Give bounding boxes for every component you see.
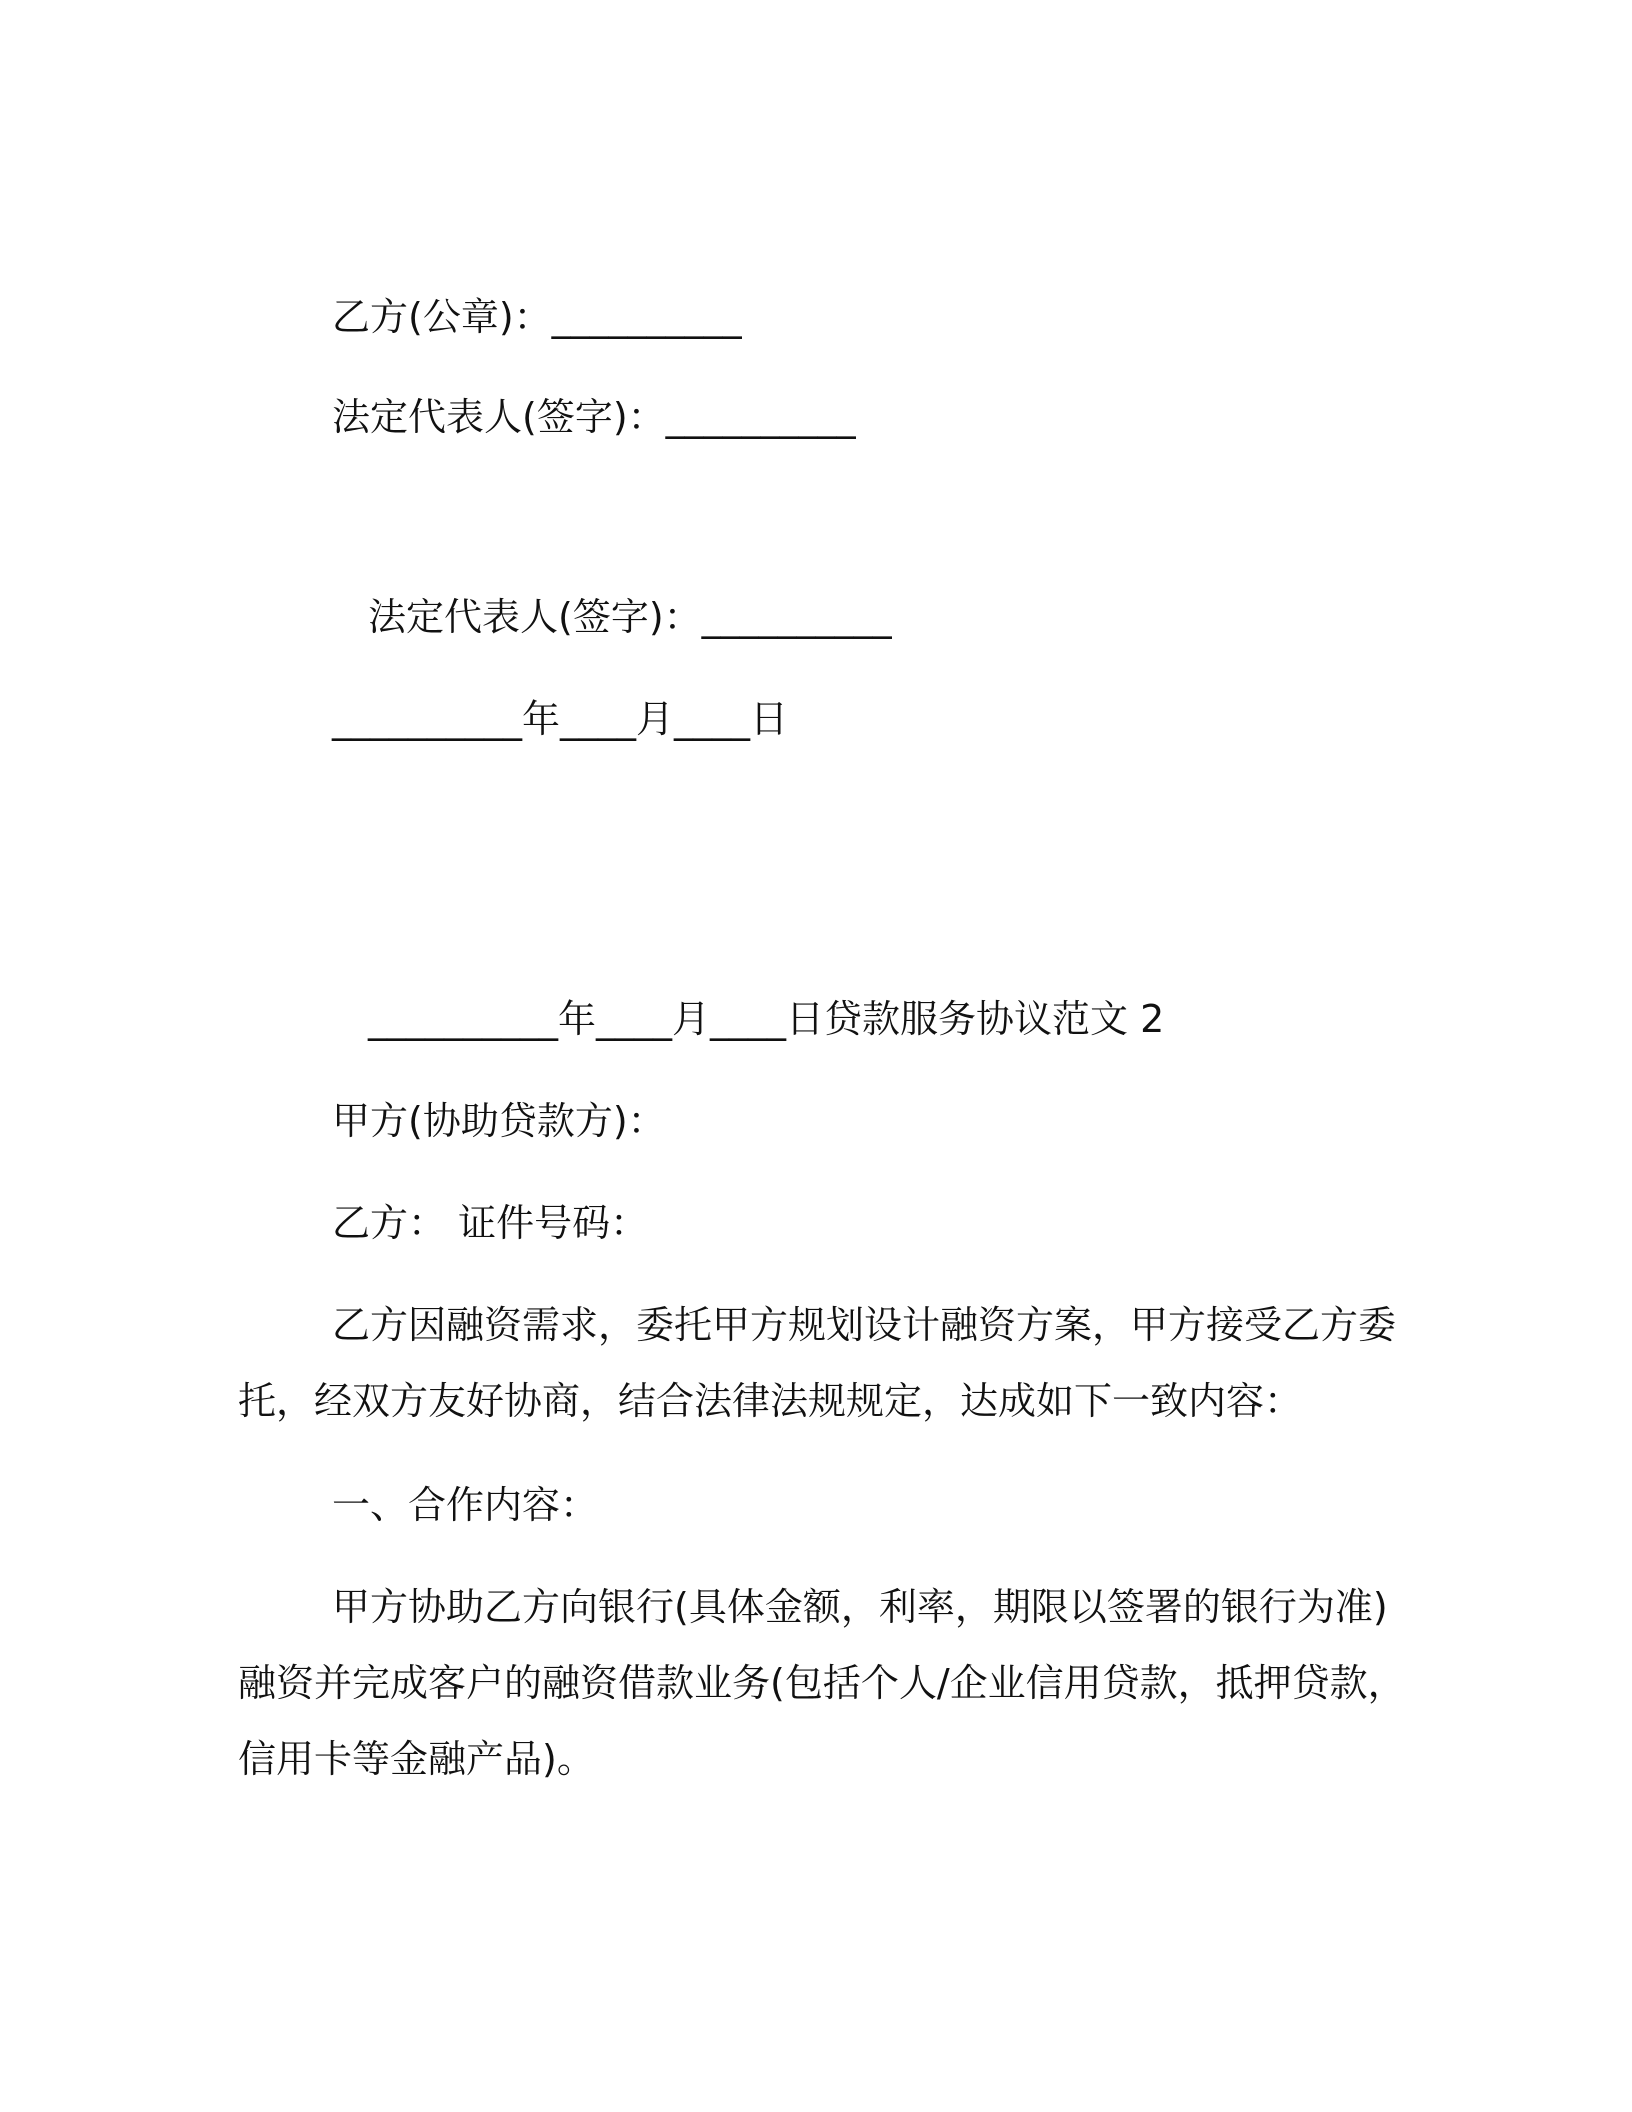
clause-1-heading: 一、合作内容： [332, 1483, 599, 1527]
party-a-line: 甲方(协助贷款方)： [332, 1099, 666, 1143]
clause-1-line-3: 信用卡等金融产品)。 [238, 1737, 595, 1781]
section-title: __________年____月____日贷款服务协议范文 2 [368, 997, 1165, 1041]
clause-1-line-2: 融资并完成客户的融资借款业务(包括个人/企业信用贷款，抵押贷款， [238, 1661, 1406, 1705]
legal-representative-signature-line: 法定代表人(签字)：__________ [332, 395, 856, 439]
legal-representative-signature-line-2: 法定代表人(签字)：__________ [368, 595, 892, 639]
clause-1-line-1: 甲方协助乙方向银行(具体金额，利率，期限以签署的银行为准) [332, 1585, 1388, 1629]
date-line: __________年____月____日 [332, 697, 789, 741]
intro-paragraph-line-2: 托，经双方友好协商，结合法律法规规定，达成如下一致内容： [238, 1379, 1303, 1423]
party-b-id-line: 乙方： 证件号码： [332, 1201, 649, 1245]
party-b-seal-line: 乙方(公章)：__________ [332, 295, 742, 339]
intro-paragraph-line-1: 乙方因融资需求，委托甲方规划设计融资方案，甲方接受乙方委 [332, 1303, 1397, 1347]
